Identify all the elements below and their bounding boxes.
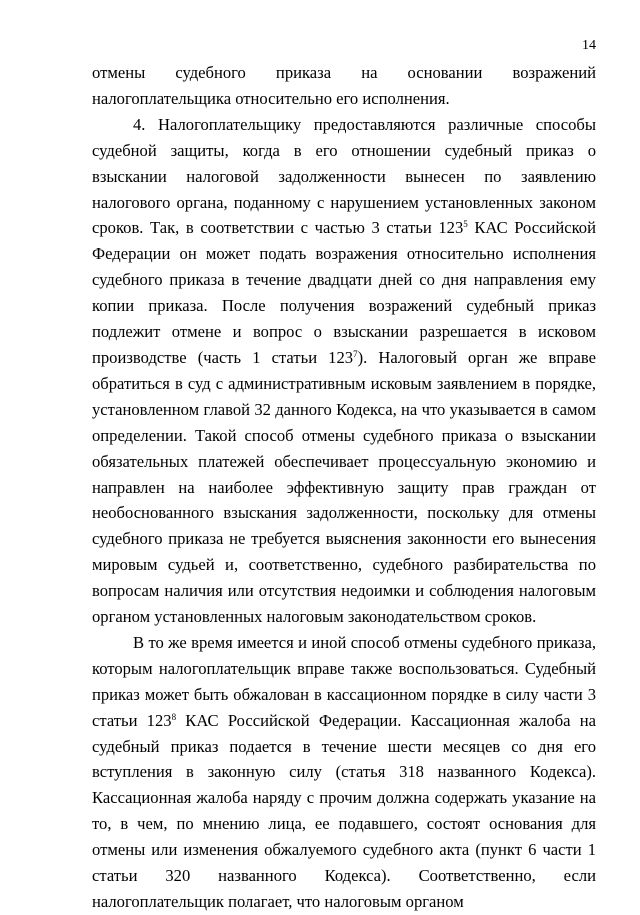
- page-number: 14: [582, 38, 596, 53]
- article-superscript: 5: [463, 219, 468, 230]
- paragraph-text: КАС Российской Федерации он может подать возражения относительно исполнения судебного приказа в течение двадцати дней со дня направления ему копии приказа. После получения возражений судебный приказ подлежит отмене и вопрос о взыскании разрешается в исковом производстве (часть 1 статьи 123: [92, 218, 596, 367]
- paragraph-text: КАС Российской Федерации. Кассационная жалоба на судебный приказ подается в течение шести месяцев со дня его вступления в законную силу (статья 318 названного Кодекса). Кассационная жалоба наряду с прочим должна содержать указание на то, в чем, по мнению лица, ее подавшего, состоят основания для отмены или изменения обжалуемого судебного акта (пункт 6 части 1 статьи 320 названного Кодекса). Соответственно, если налогоплательщик полагает, что налоговым органом: [92, 710, 596, 911]
- paragraph-text: 4. Налогоплательщику предоставляются различные способы судебной защиты, когда в его отношении судебный приказ о взыскании налоговой задолженности вынесен по заявлению налогового органа, поданному с нарушением установленных законом сроков. Так, в соответствии с частью 3 статьи 123: [92, 114, 596, 238]
- article-superscript: 8: [171, 711, 177, 722]
- paragraph-text: В то же время имеется и иной способ отмены судебного приказа, которым налогоплательщик вправе также воспользоваться. Судебный приказ может быть обжалован в кассационном порядке в силу части 3 статьи 123: [92, 632, 596, 730]
- paragraph-cassation: [92, 630, 596, 915]
- article-superscript: 7: [353, 348, 358, 359]
- document-body: [92, 60, 596, 915]
- paragraph-item-4: [92, 112, 596, 630]
- paragraph-continuation: отмены судебного приказа на основании возражений налогоплательщика относительно его исполнения.: [92, 63, 596, 108]
- paragraph-text: ). Налоговый орган же вправе обратиться в суд с административным исковым заявлением в порядке, установленном главой 32 данного Кодекса, на что указывается в самом определении. Такой способ отмены судебного приказа о взыскании обязательных платежей обеспечивает процессуальную экономию и направлен на наиболее эффективную защиту прав граждан от необоснованного взыскания задолженности, поскольку для отмены судебного приказа не требуется выяснения законности его вынесения мировым судьей и, соответственно, судебного разбирательства по вопросам наличия или отсутствия недоимки и соблюдения налоговым органом установленных налоговым законодательством сроков.: [92, 347, 596, 627]
